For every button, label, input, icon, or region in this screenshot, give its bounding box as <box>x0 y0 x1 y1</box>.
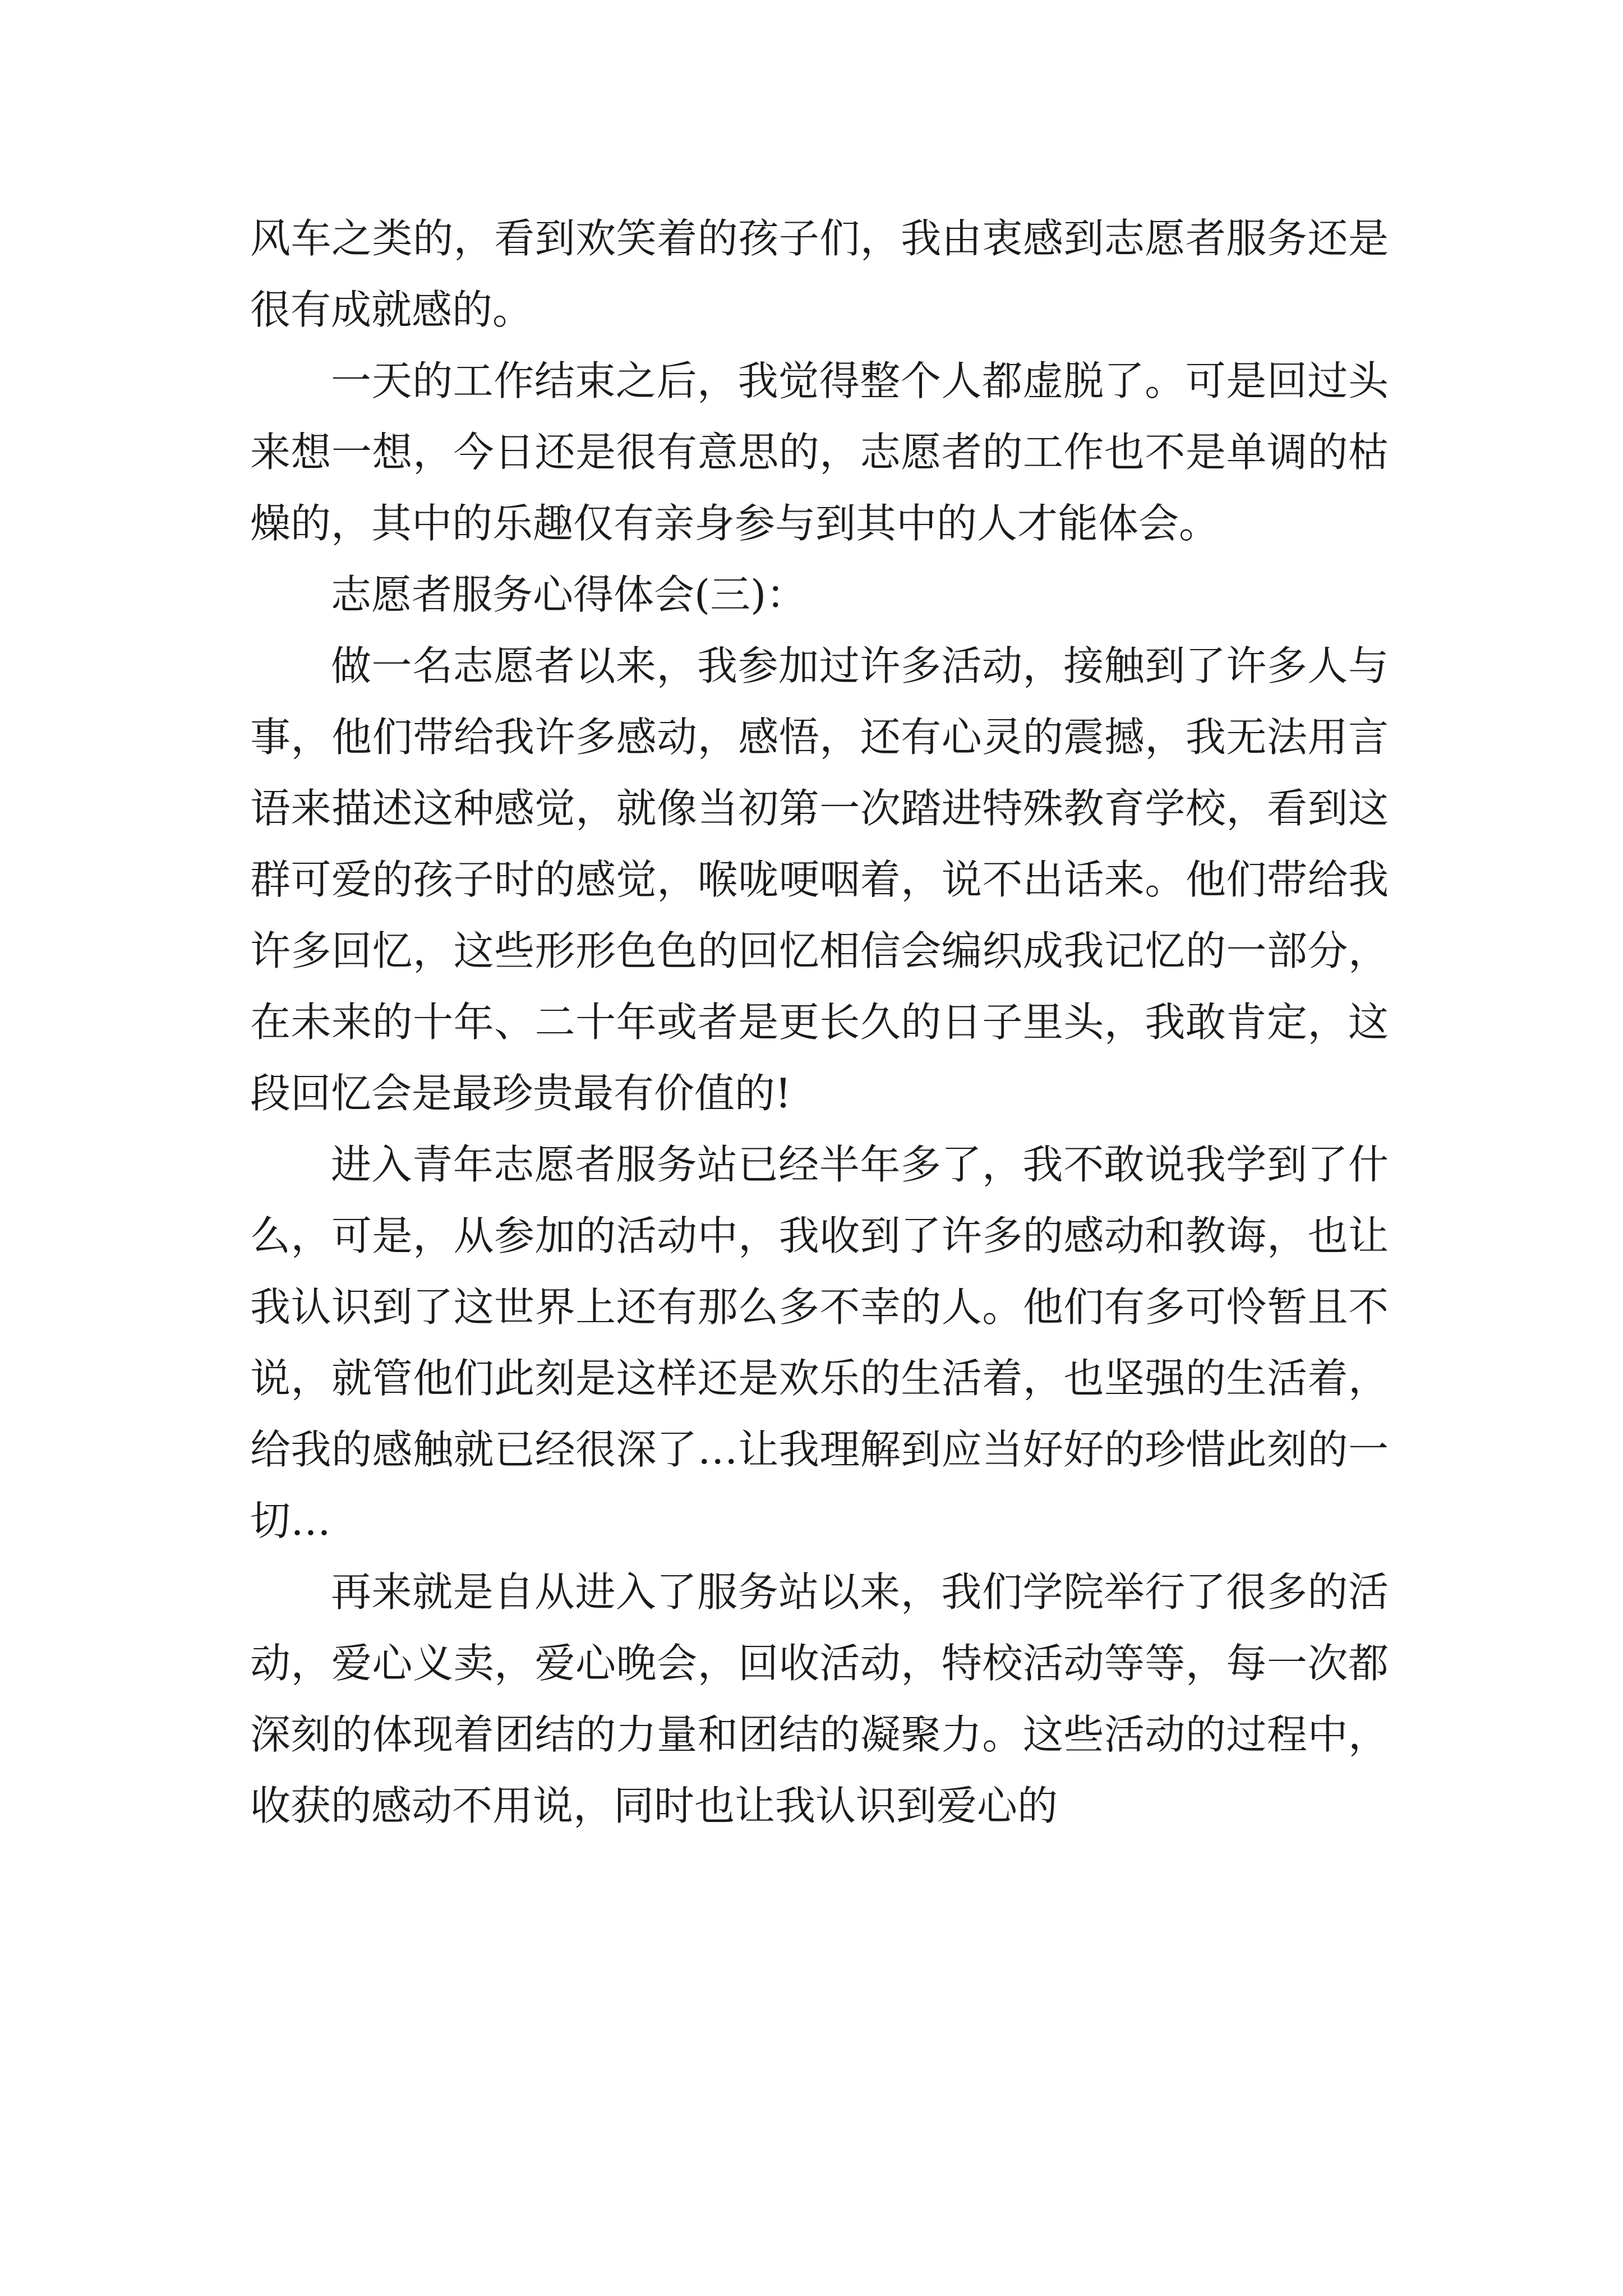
paragraph: 做一名志愿者以来，我参加过许多活动，接触到了许多人与事，他们带给我许多感动，感悟，还有心灵的震撼，我无法用言语来描述这种感觉，就像当初第一次踏进特殊教育学校，看到这群可爱的孩子时的感觉，喉咙哽咽着，说不出话来。他们带给我许多回忆，这些形形色色的回忆相信会编织成我记忆的一部分，在未来的十年、二十年或者是更长久的日子里头，我敢肯定，这段回忆会是最珍贵最有价值的! <box>250 642 1389 1117</box>
section-heading: 志愿者服务心得体会(三)： <box>331 571 807 618</box>
paragraph: 再来就是自从进入了服务站以来，我们学院举行了很多的活动，爱心义卖，爱心晚会，回收活动，特校活动等等，每一次都深刻的体现着团结的力量和团结的凝聚力。这些活动的过程中，收获的感动不用说，同时也让我认识到爱心的 <box>250 1568 1389 1829</box>
paragraph: 进入青年志愿者服务站已经半年多了，我不敢说我学到了什么，可是，从参加的活动中，我收到了许多的感动和教诲，也让我认识到了这世界上还有那么多不幸的人。他们有多可怜暂且不说，就管他们此刻是这样还是欢乐的生活着，也坚强的生活着，给我的感触就已经很深了…让我理解到应当好好的珍惜此刻的一切… <box>250 1141 1389 1544</box>
paragraph: 一天的工作结束之后，我觉得整个人都虚脱了。可是回过头来想一想，今日还是很有意思的，志愿者的工作也不是单调的枯燥的，其中的乐趣仅有亲身参与到其中的人才能体会。 <box>250 357 1389 547</box>
document-body <box>250 203 1389 1842</box>
paragraph-continuation: 风车之类的，看到欢笑着的孩子们，我由衷感到志愿者服务还是很有成就感的。 <box>250 215 1389 333</box>
